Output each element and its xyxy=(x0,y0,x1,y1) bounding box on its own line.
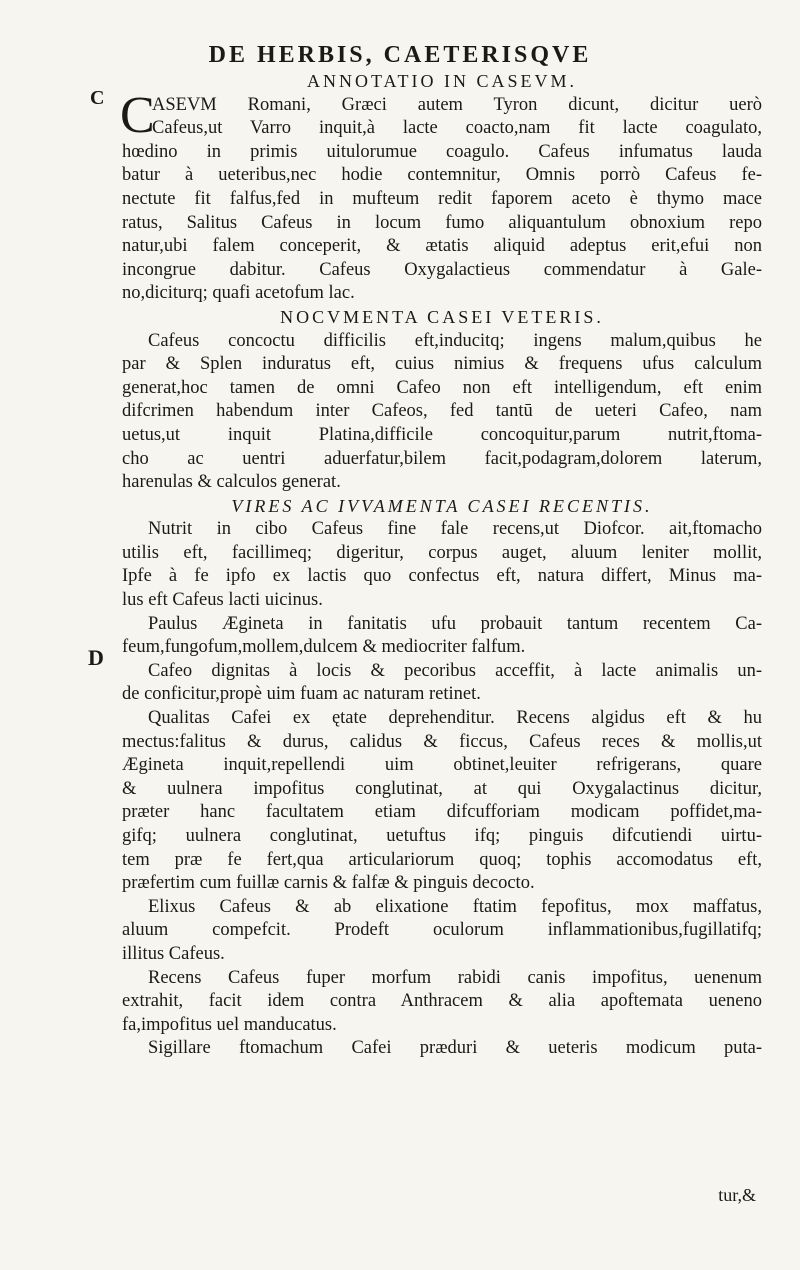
text-line: Recens Cafeus fuper morfum rabidi canis impofitus, uenenum xyxy=(148,967,762,988)
gathering-signature-c: C xyxy=(90,87,105,109)
text-line: Elixus Cafeus & ab elixatione ftatim fepofitus, mox maffatus, xyxy=(148,896,762,917)
section-heading: ANNOTATIO IN CASEVM. xyxy=(306,71,578,91)
drop-cap: C xyxy=(120,87,155,144)
text-line: præter hanc facultatem etiam difcufforiam modicam poffidet,ma- xyxy=(122,802,762,823)
text-line: ratus, Salitus Cafeus in locum fumo aliquantulum obnoxium repo xyxy=(122,212,762,233)
text-line: nectute fit falfus,fed in mufteum redit faporem aceto è thymo mace xyxy=(122,188,762,209)
text-line: mectus:falitus & durus, calidus & ficcus, Cafeus reces & mollis,ut xyxy=(122,731,762,752)
text-line: gifq; uulnera conglutinat, uetuftus ifq; pinguis difcutiendi uirtu- xyxy=(122,826,762,846)
text-line: ASEVM Romani, Græci autem Tyron dicunt, dicitur uerò xyxy=(152,94,762,115)
text-line: feum,fungofum,mollem,dulcem & mediocriter falfum. xyxy=(122,637,526,658)
text-line: uetus,ut inquit Platina,difficile concoquitur,parum nutrit,ftoma- xyxy=(122,424,762,445)
text-line: par & Splen induratus eft, cuius nimius & frequens ufus calculum xyxy=(122,354,762,375)
text-line: generat,hoc tamen de omni Cafeo non eft intelligendum, eft enim xyxy=(122,377,762,398)
text-line: illitus Cafeus. xyxy=(122,943,225,964)
catchword: tur,& xyxy=(718,1185,756,1205)
text-line: no,diciturq; quafi acetofum lac. xyxy=(122,283,355,304)
gathering-signature-d: D xyxy=(88,645,104,670)
text-line: batur à ueteribus,nec hodie contemnitur, Omnis porrò Cafeus fe- xyxy=(122,165,762,186)
text-line: Nutrit in cibo Cafeus fine fale recens,ut Diofcor. ait,ftomacho xyxy=(148,519,762,540)
section-heading: NOCVMENTA CASEI VETERIS. xyxy=(280,306,604,327)
text-line: lus eft Cafeus lacti uicinus. xyxy=(122,590,323,611)
text-line: Cafeus,ut Varro inquit,à lacte coacto,nam fit lacte coagulato, xyxy=(152,118,762,139)
text-line: Sigillare ftomachum Cafei præduri & ueteris modicum puta- xyxy=(148,1038,762,1059)
text-line: Ægineta inquit,repellendi uim obtinet,leuiter refrigerans, quare xyxy=(122,755,762,776)
running-head: DE HERBIS, CAETERISQVE xyxy=(208,42,592,68)
text-line: natur,ubi falem conceperit, & ætatis aliquid adeptus erit,efui non xyxy=(122,236,762,257)
body-text xyxy=(122,70,762,1061)
text-line: Ipfe à fe ipfo ex lactis quo confectus eft, natura differt, Minus ma- xyxy=(122,566,762,587)
text-line: incongrue dabitur. Cafeus Oxygalactieus commendatur à Gale- xyxy=(122,259,762,280)
text-line: extrahit, facit idem contra Anthracem & alia apoftemata ueneno xyxy=(122,991,762,1012)
text-line: tem præ fe fert,qua articulariorum quoq; tophis accomodatus eft, xyxy=(122,849,762,870)
section-heading: VIRES AC IVVAMENTA CASEI RECENTIS. xyxy=(231,495,653,516)
text-line: Qualitas Cafei ex ętate deprehenditur. Recens algidus eft & hu xyxy=(148,708,762,729)
text-line: aluum compefcit. Prodeft oculorum inflammationibus,fugillatifq; xyxy=(122,920,762,941)
text-line: Paulus Ægineta in fanitatis ufu probauit tantum recentem Ca- xyxy=(148,613,762,634)
text-line: de conficitur,propè uim fuam ac naturam retinet. xyxy=(122,684,481,705)
text-line: utilis eft, facillimeq; digeritur, corpus auget, aluum leniter mollit, xyxy=(122,542,762,563)
text-line: harenulas & calculos generat. xyxy=(122,472,341,493)
text-line: Cafeo dignitas à locis & pecoribus acceffit, à lacte animalis un- xyxy=(148,660,762,681)
text-line: hœdino in primis uitulorumue coagulo. Cafeus infumatus lauda xyxy=(122,141,762,162)
text-line: & uulnera impofitus conglutinat, at qui Oxygalactinus dicitur, xyxy=(122,778,762,799)
text-line: præfertim cum fuillæ carnis & falfæ & pinguis decocto. xyxy=(122,873,535,894)
text-line: cho ac uentri aduerfatur,bilem facit,podagram,dolorem laterum, xyxy=(122,448,762,469)
text-line: Cafeus concoctu difficilis eft,inducitq; ingens malum,quibus he xyxy=(148,330,762,351)
text-line: fa,impofitus uel manducatus. xyxy=(122,1014,337,1035)
text-line: difcrimen habendum inter Cafeos, fed tantū de ueteri Cafeo, nam xyxy=(122,401,762,422)
